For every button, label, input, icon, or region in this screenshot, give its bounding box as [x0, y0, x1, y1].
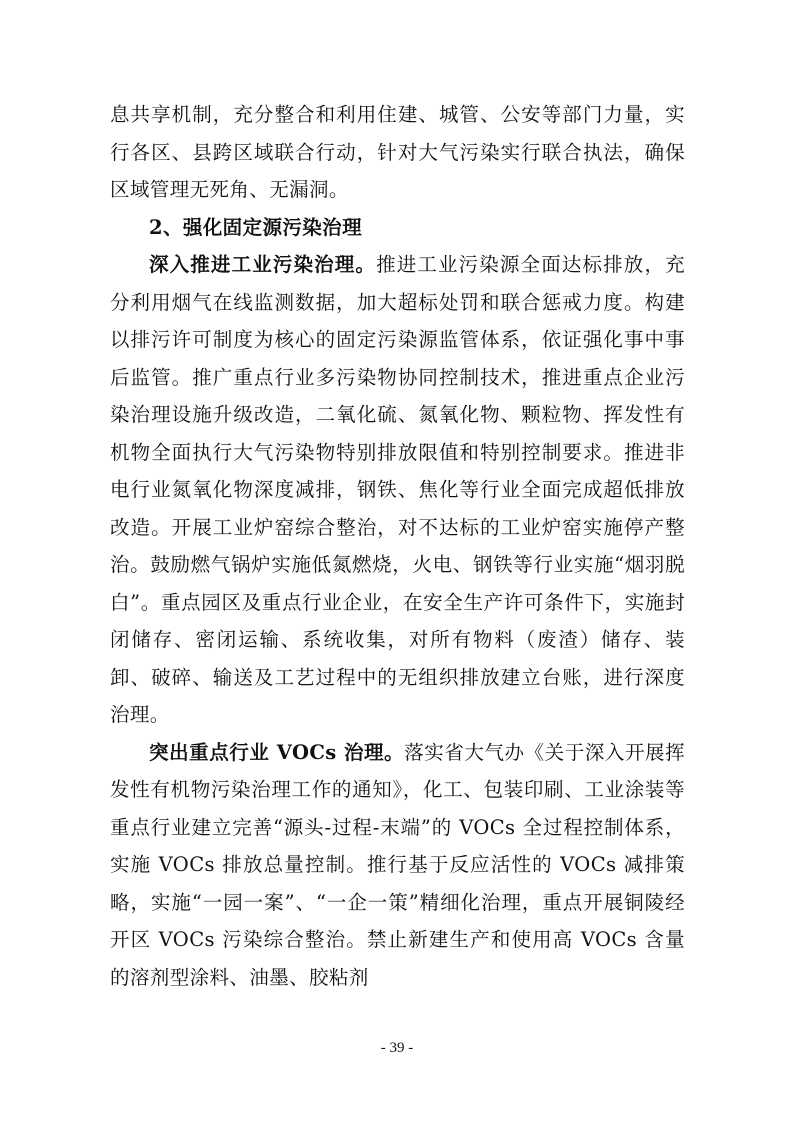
paragraph-text: 息共享机制，充分整合和利用住建、城管、公安等部门力量，实行各区、县跨区域联合行动，针对大气污染实行联合执法，确保区域管理无死角、无漏洞。: [110, 103, 685, 201]
page-number: - 39 -: [380, 1040, 414, 1056]
paragraph-lead: 突出重点行业 VOCs 治理。: [149, 740, 405, 764]
paragraph-lead: 深入推进工业污染治理。: [149, 253, 377, 276]
paragraph-text: 推进工业污染源全面达标排放，充分利用烟气在线监测数据，加大超标处罚和联合惩戒力度。构建以排污许可制度为核心的固定污染源监管体系，依证强化事中事后监管。推广重点行业多污染物协同控制技术，推进重点企业污染治理设施升级改造，二氧化硫、氮氧化物、颗粒物、挥发性有机物全面执行大气污染物特别排放限值和特别控制要求。推进非电行业氮氧化物深度减排，钢铁、焦化等行业全面完成超低排放改造。开展工业炉窑综合整治，对不达标的工业炉窑实施停产整治。鼓励燃气锅炉实施低氮燃烧，火电、钢铁等行业实施“烟羽脱白”。重点园区及重点行业企业，在安全生产许可条件下，实施封闭储存、密闭运输、系统收集，对所有物料（废渣）储存、装卸、破碎、输送及工艺过程中的无组织排放建立台账，进行深度治理。: [110, 253, 685, 726]
paragraph-continued: [110, 96, 685, 209]
page-body: [110, 96, 685, 996]
paragraph-industrial-pollution: [110, 246, 685, 734]
paragraph-text: 落实省大气办《关于深入开展挥发性有机物污染治理工作的通知》，化工、包装印刷、工业涂装等重点行业建立完善“源头-过程-末端”的 VOCs 全过程控制体系，实施 VOCs 排放总量控制。推行基于反应活性的 VOCs 减排策略，实施“一园一案”、“一企一策”精细化治理，重点开展铜陵经开区 VOCs 污染综合整治。禁止新建生产和使用高 VOCs 含量的溶剂型涂料、油墨、胶粘剂: [110, 740, 685, 989]
paragraph-vocs: [110, 734, 685, 997]
section-heading: 2、强化固定源污染治理: [149, 215, 362, 239]
